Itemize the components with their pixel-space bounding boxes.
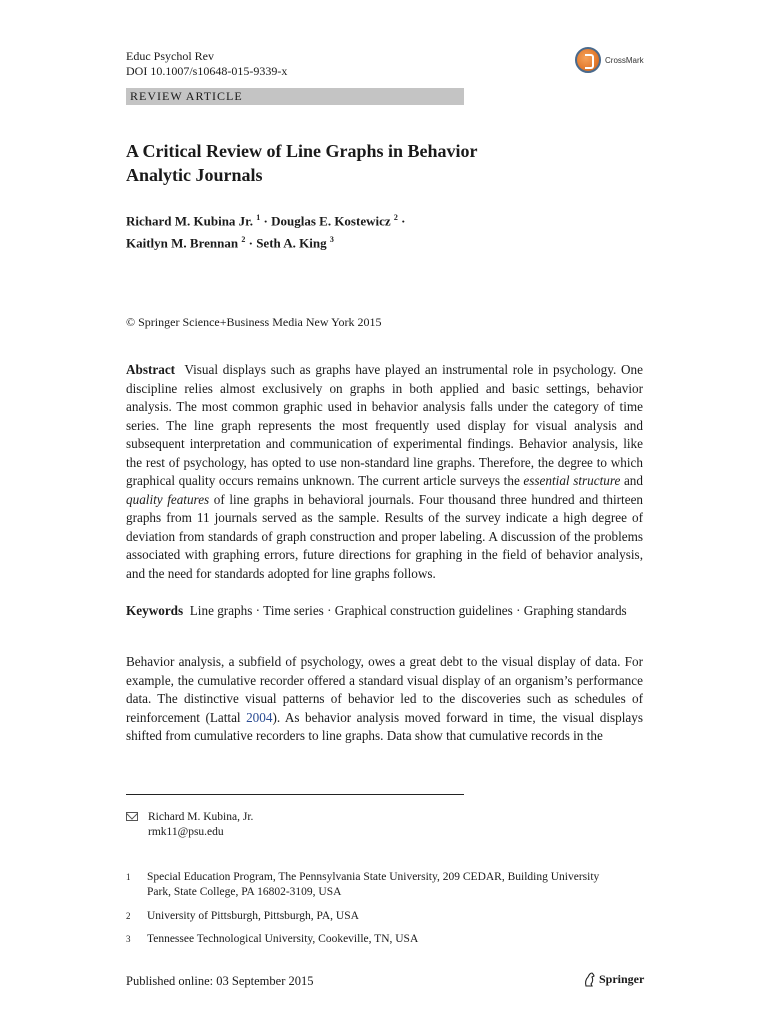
- affiliation-text: Park, State College, PA 16802-3109, USA: [147, 886, 342, 898]
- author-affiliation-mark: 2: [241, 235, 246, 245]
- author-affiliation-mark: 2: [393, 213, 398, 222]
- author-separator: ·: [245, 235, 257, 251]
- crossmark-badge[interactable]: [575, 47, 644, 73]
- body-paragraph: [126, 653, 643, 746]
- affiliation-text: Tennessee Technological University, Cookeville, TN, USA: [147, 933, 419, 945]
- abstract-text: and: [623, 473, 643, 488]
- keywords-label: Keywords: [126, 603, 184, 618]
- crossmark-icon: [575, 47, 601, 73]
- affiliation-text: University of Pittsburgh, Pittsburgh, PA, USA: [147, 910, 359, 922]
- affiliation-item: [126, 870, 646, 900]
- author-name[interactable]: Richard M. Kubina Jr.: [126, 213, 254, 229]
- crossmark-label: CrossMark: [605, 55, 644, 65]
- abstract-text: of line graphs in behavioral journals. Four thousand three hundred and thirteen graphs from 11 journals served as the sample. Results of the survey indicate a high degree of deviation from standards of graph construction and proper labeling. A discussion of the problems associated with graphing errors, future directions for graphing in the field of behavior analysis, and the need for standards adopted for line graphs follows.: [126, 491, 644, 581]
- author-separator: ·: [397, 213, 406, 229]
- keywords-text: Line graphs · Time series · Graphical construction guidelines · Graphing standards: [189, 603, 627, 618]
- article-type-banner: REVIEW ARTICLE: [126, 88, 464, 105]
- author-separator: ·: [260, 213, 272, 229]
- journal-header: [126, 49, 287, 79]
- footnote-divider: [126, 794, 464, 795]
- publisher-name: Springer: [599, 972, 645, 986]
- correspondence-email[interactable]: rmk11@psu.edu: [148, 826, 224, 838]
- correspondence-name: Richard M. Kubina, Jr.: [148, 811, 254, 823]
- author-affiliation-mark: 1: [256, 213, 261, 222]
- citation-link[interactable]: 2004: [246, 709, 273, 725]
- title-line-1: A Critical Review of Line Graphs in Behavior: [126, 141, 478, 161]
- correspondence: [126, 810, 253, 840]
- title-line-2: Analytic Journals: [126, 165, 263, 185]
- author-name[interactable]: Seth A. King: [256, 235, 327, 251]
- publisher-logo[interactable]: [583, 972, 644, 987]
- article-title: [126, 139, 646, 187]
- published-date: Published online: 03 September 2015: [126, 974, 314, 988]
- affiliation-number: 3: [126, 934, 131, 944]
- affiliation-text: Special Education Program, The Pennsylvania State University, 209 CEDAR, Building University: [147, 871, 600, 883]
- envelope-icon: [126, 812, 138, 821]
- journal-name: Educ Psychol Rev: [126, 49, 214, 63]
- author-name[interactable]: Kaitlyn M. Brennan: [126, 235, 239, 251]
- copyright-notice: © Springer Science+Business Media New York 2015: [126, 315, 382, 329]
- abstract-text: Visual displays such as graphs have played an instrumental role in psychology. One discipline relies almost exclusively on graphs in both applied and basic settings, behavior analysis. The most common graphic used in behavior analysis falls under the category of time series. The line graph represents the most frequently used display for visual analysis and subsequent interpretation and communication of experimental findings. Behavior analysis, like the rest of psychology, has opted to use non-standard line graphs. Therefore, the degree to which graphical quality occurs remains unknown. The current article surveys the: [126, 362, 643, 488]
- affiliation-item: [126, 932, 646, 947]
- abstract-emphasis: quality features: [126, 491, 210, 507]
- keywords: [126, 603, 666, 619]
- body-text: Behavior analysis, a subfield of psychology, owes a great debt to the visual display of data. For example, the cumulative recorder offered a standard visual display of an organism’s performance data. The distinctive visual patterns of behavior led to the discoveries such as schedules of reinforcement (Lattal: [126, 654, 643, 725]
- author-affiliation-mark: 3: [329, 235, 334, 245]
- affiliation-number: 2: [126, 911, 131, 921]
- springer-horse-icon: [583, 972, 596, 987]
- author-list: [126, 208, 646, 253]
- doi[interactable]: DOI 10.1007/s10648-015-9339-x: [126, 64, 288, 78]
- affiliation-item: [126, 909, 646, 924]
- author-name[interactable]: Douglas E. Kostewicz: [271, 213, 391, 229]
- body-text: ). As behavior analysis moved forward in time, the visual displays shifted from cumulative recorders to line graphs. Data show that cumulative records in the: [126, 709, 643, 743]
- abstract-label: Abstract: [126, 362, 176, 377]
- abstract: [126, 361, 643, 583]
- abstract-emphasis: essential structure: [523, 473, 621, 488]
- affiliation-number: 1: [126, 872, 131, 882]
